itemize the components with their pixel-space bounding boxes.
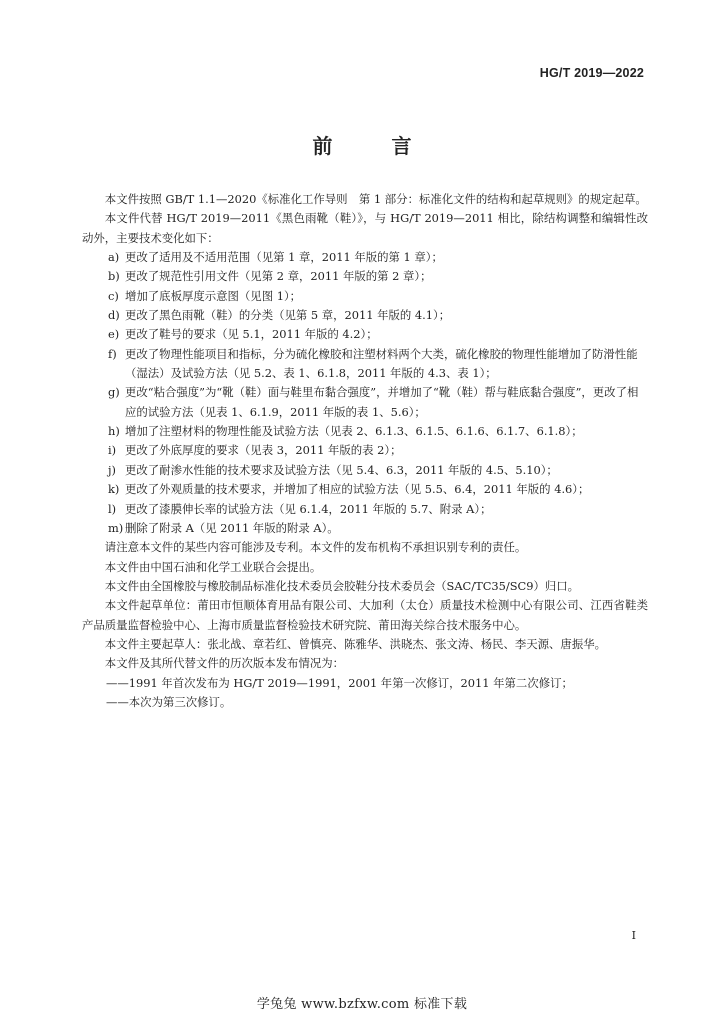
list-item-text: 更改了适用及不适用范围（见第 1 章，2011 年版的第 1 章）； xyxy=(125,250,443,265)
document-code: HG/T 2019—2022 xyxy=(539,66,644,80)
history-line: ——本次为第三次修订。 xyxy=(106,694,232,709)
list-item-text: 删除了附录 A（见 2011 年版的附录 A）。 xyxy=(125,520,339,535)
list-marker: l) xyxy=(108,501,117,516)
list-item xyxy=(82,461,648,480)
list-marker: d) xyxy=(108,308,120,323)
list-item xyxy=(82,267,648,286)
list-item-text: 更改了耐渗水性能的技术要求及试验方法（见 5.4、6.3，2011 年版的 4.5、5.10）； xyxy=(125,462,558,477)
list-marker: b) xyxy=(108,269,120,284)
page-number: I xyxy=(631,929,636,942)
list-marker: f) xyxy=(108,346,117,361)
list-marker: g) xyxy=(108,385,120,400)
list-marker: h) xyxy=(108,424,120,439)
list-item xyxy=(82,248,648,267)
list-item xyxy=(82,480,648,499)
list-marker: m) xyxy=(108,520,124,535)
closing-paragraph: 本文件由全国橡胶与橡胶制品标准化技术委员会胶鞋分技术委员会（SAC/TC35/SC9）归口。 xyxy=(104,578,580,593)
intro-paragraph: 本文件按照 GB/T 1.1—2020《标准化工作导则 第 1 部分：标准化文件的结构和起草规则》的规定起草。 xyxy=(104,192,647,206)
list-item-text: 更改“粘合强度”为“靴（鞋）面与鞋里布黏合强度”，并增加了“靴（鞋）帮与鞋底黏合强度”，更改了相应的试验方法（见表 1、6.1.9，2011 年版的表 1、5.6）； xyxy=(125,385,639,419)
list-item xyxy=(82,519,648,538)
list-item xyxy=(82,306,648,325)
list-item-text: 更改了规范性引用文件（见第 2 章，2011 年版的第 2 章）； xyxy=(125,269,432,284)
list-item-text: 更改了物理性能项目和指标，分为硫化橡胶和注塑材料两个大类，硫化橡胶的物理性能增加了防滑性能（湿法）及试验方法（见 5.2、表 1、6.1.8，2011 年版的 4.3、表 1）； xyxy=(125,346,638,381)
intro-paragraph: 本文件代替 HG/T 2019—2011《黑色雨靴（鞋）》，与 HG/T 2019—2011 相比，除结构调整和编辑性改动外，主要技术变化如下： xyxy=(82,211,648,245)
closing-paragraph: 本文件由中国石油和化学工业联合会提出。 xyxy=(104,559,322,574)
closing-paragraph: 本文件起草单位：莆田市恒顺体育用品有限公司、大加利（太仓）质量技术检测中心有限公司、江西省鞋类产品质量监督检验中心、上海市质量监督检验技术研究院、莆田海关综合技术服务中心。 xyxy=(82,598,648,632)
history-line: ——1991 年首次发布为 HG/T 2019—1991，2001 年第一次修订，2011 年第二次修订； xyxy=(106,675,573,690)
page-title: 前 言 xyxy=(312,134,438,158)
footer-watermark: 学兔兔 www.bzfxw.com 标准下载 xyxy=(256,997,468,1012)
list-item-text: 更改了漆膜伸长率的试验方法（见 6.1.4，2011 年版的 5.7、附录 A）； xyxy=(125,501,492,516)
list-marker: i) xyxy=(108,443,117,458)
list-item-text: 增加了注塑材料的物理性能及试验方法（见表 2、6.1.3、6.1.5、6.1.6、6.1.7、6.1.8）； xyxy=(125,424,583,439)
list-marker: a) xyxy=(108,250,120,265)
list-item xyxy=(82,422,648,441)
closing-paragraph: 本文件及其所代替文件的历次版本发布情况为： xyxy=(104,656,345,671)
list-item xyxy=(82,500,648,519)
list-item-text: 更改了外底厚度的要求（见表 3，2011 年版的表 2）； xyxy=(125,443,402,458)
list-item-text: 更改了黑色雨靴（鞋）的分类（见第 5 章，2011 年版的 4.1）； xyxy=(125,308,451,323)
document-body xyxy=(82,190,648,712)
list-marker: c) xyxy=(108,288,119,303)
list-item-text: 更改了鞋号的要求（见 5.1，2011 年版的 4.2）； xyxy=(125,327,378,342)
change-list xyxy=(82,248,648,538)
list-item-text: 更改了外观质量的技术要求，并增加了相应的试验方法（见 5.5、6.4，2011 年版的 4.6）； xyxy=(125,482,590,497)
list-item xyxy=(82,345,648,384)
closing-paragraph: 本文件主要起草人：张北战、章若红、曾慎亮、陈雅华、洪晓杰、张文涛、杨民、李天源、唐振华。 xyxy=(104,636,606,651)
list-item xyxy=(82,383,648,422)
list-item xyxy=(82,325,648,344)
list-item xyxy=(82,441,648,460)
closing-paragraph: 请注意本文件的某些内容可能涉及专利。本文件的发布机构不承担识别专利的责任。 xyxy=(104,540,527,555)
list-marker: k) xyxy=(108,482,120,497)
list-item xyxy=(82,287,648,306)
list-marker: j) xyxy=(108,462,116,477)
list-item-text: 增加了底板厚度示意图（见图 1）； xyxy=(125,288,302,303)
list-marker: e) xyxy=(108,327,120,342)
